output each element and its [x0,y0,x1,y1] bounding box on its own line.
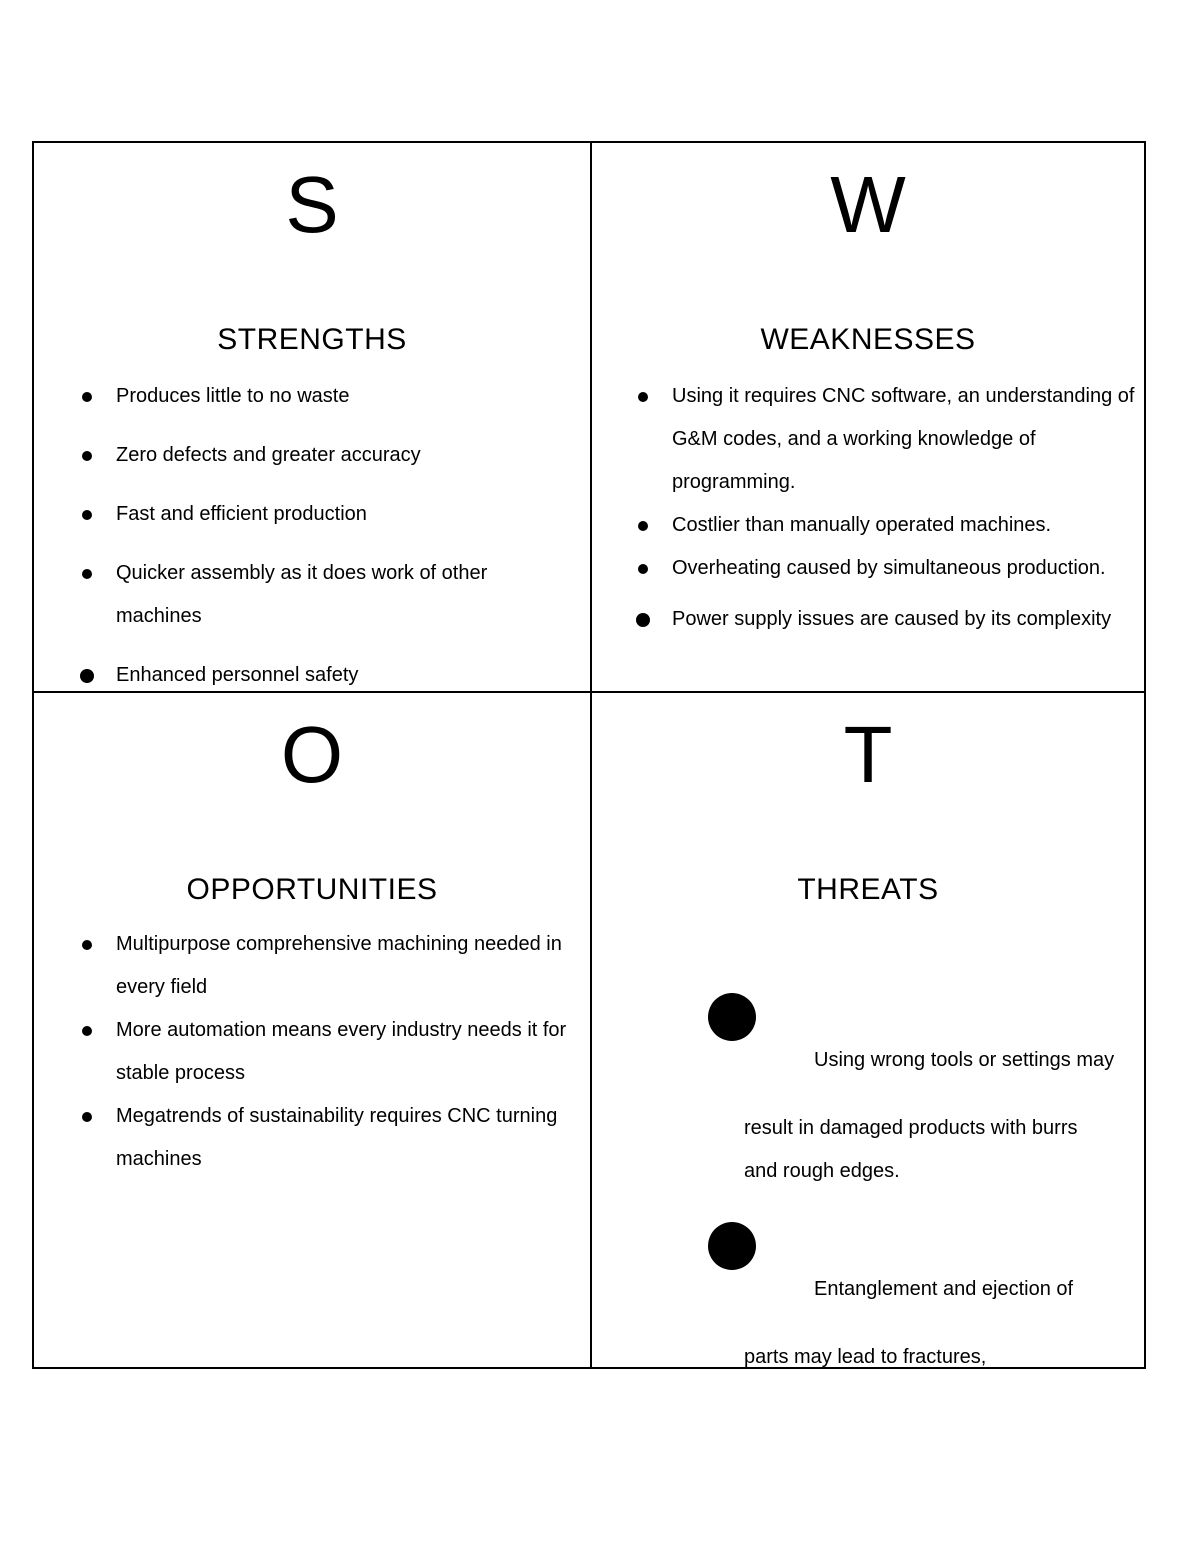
bullet-icon [82,451,92,461]
bullet-icon [708,1222,756,1270]
strengths-quadrant [34,143,590,691]
opportunities-list [82,923,582,1181]
list-item: Enhanced personnel safety [82,654,577,691]
strengths-list [82,375,577,691]
list-item: More automation means every industry needs it for stable process [82,1009,582,1095]
strengths-heading: STRENGTHS [217,323,407,356]
bullet-icon [82,940,92,950]
list-item: Fast and efficient production [82,493,577,536]
bullet-icon [708,993,756,1041]
threats-quadrant [590,691,1144,1367]
opportunities-letter: O [280,710,344,799]
bullet-icon [80,669,94,683]
list-item: Produces little to no waste [82,375,577,418]
bullet-icon [638,564,648,574]
list-item: Zero defects and greater accuracy [82,434,577,477]
threat-1-line-1: Using wrong tools or settings may [814,1049,1115,1071]
threat-2-line-2: parts may lead to fractures, [744,1346,987,1367]
threats-heading: THREATS [797,873,939,906]
weaknesses-letter: W [830,160,906,249]
bullet-icon [82,569,92,579]
weaknesses-heading: WEAKNESSES [760,323,976,356]
weaknesses-list [638,375,1138,641]
bullet-icon [638,392,648,402]
bullet-icon [82,1026,92,1036]
list-item: Quicker assembly as it does work of other machines [82,552,577,638]
list-item: Multipurpose comprehensive machining needed in every field [82,923,582,1009]
list-item: Power supply issues are caused by its complexity [638,598,1138,641]
bullet-icon [638,521,648,531]
list-item: Using it requires CNC software, an understanding of G&M codes, and a working knowledge of programming. [638,375,1138,504]
opportunities-quadrant [34,691,590,1367]
swot-grid [32,141,1146,1369]
threat-1-line-2: result in damaged products with burrs [744,1117,1078,1139]
bullet-icon [82,510,92,520]
list-item: Overheating caused by simultaneous production. [638,547,1138,590]
bullet-icon [82,392,92,402]
strengths-letter: S [285,160,339,249]
opportunities-heading: OPPORTUNITIES [186,873,438,906]
threat-1-line-3: and rough edges. [744,1160,900,1182]
bullet-icon [636,613,650,627]
threat-2-line-1: Entanglement and ejection of [814,1278,1074,1300]
list-item: Megatrends of sustainability requires CNC turning machines [82,1095,582,1181]
threats-letter: T [843,710,893,799]
bullet-icon [82,1112,92,1122]
list-item: Costlier than manually operated machines. [638,504,1138,547]
weaknesses-quadrant [590,143,1144,691]
